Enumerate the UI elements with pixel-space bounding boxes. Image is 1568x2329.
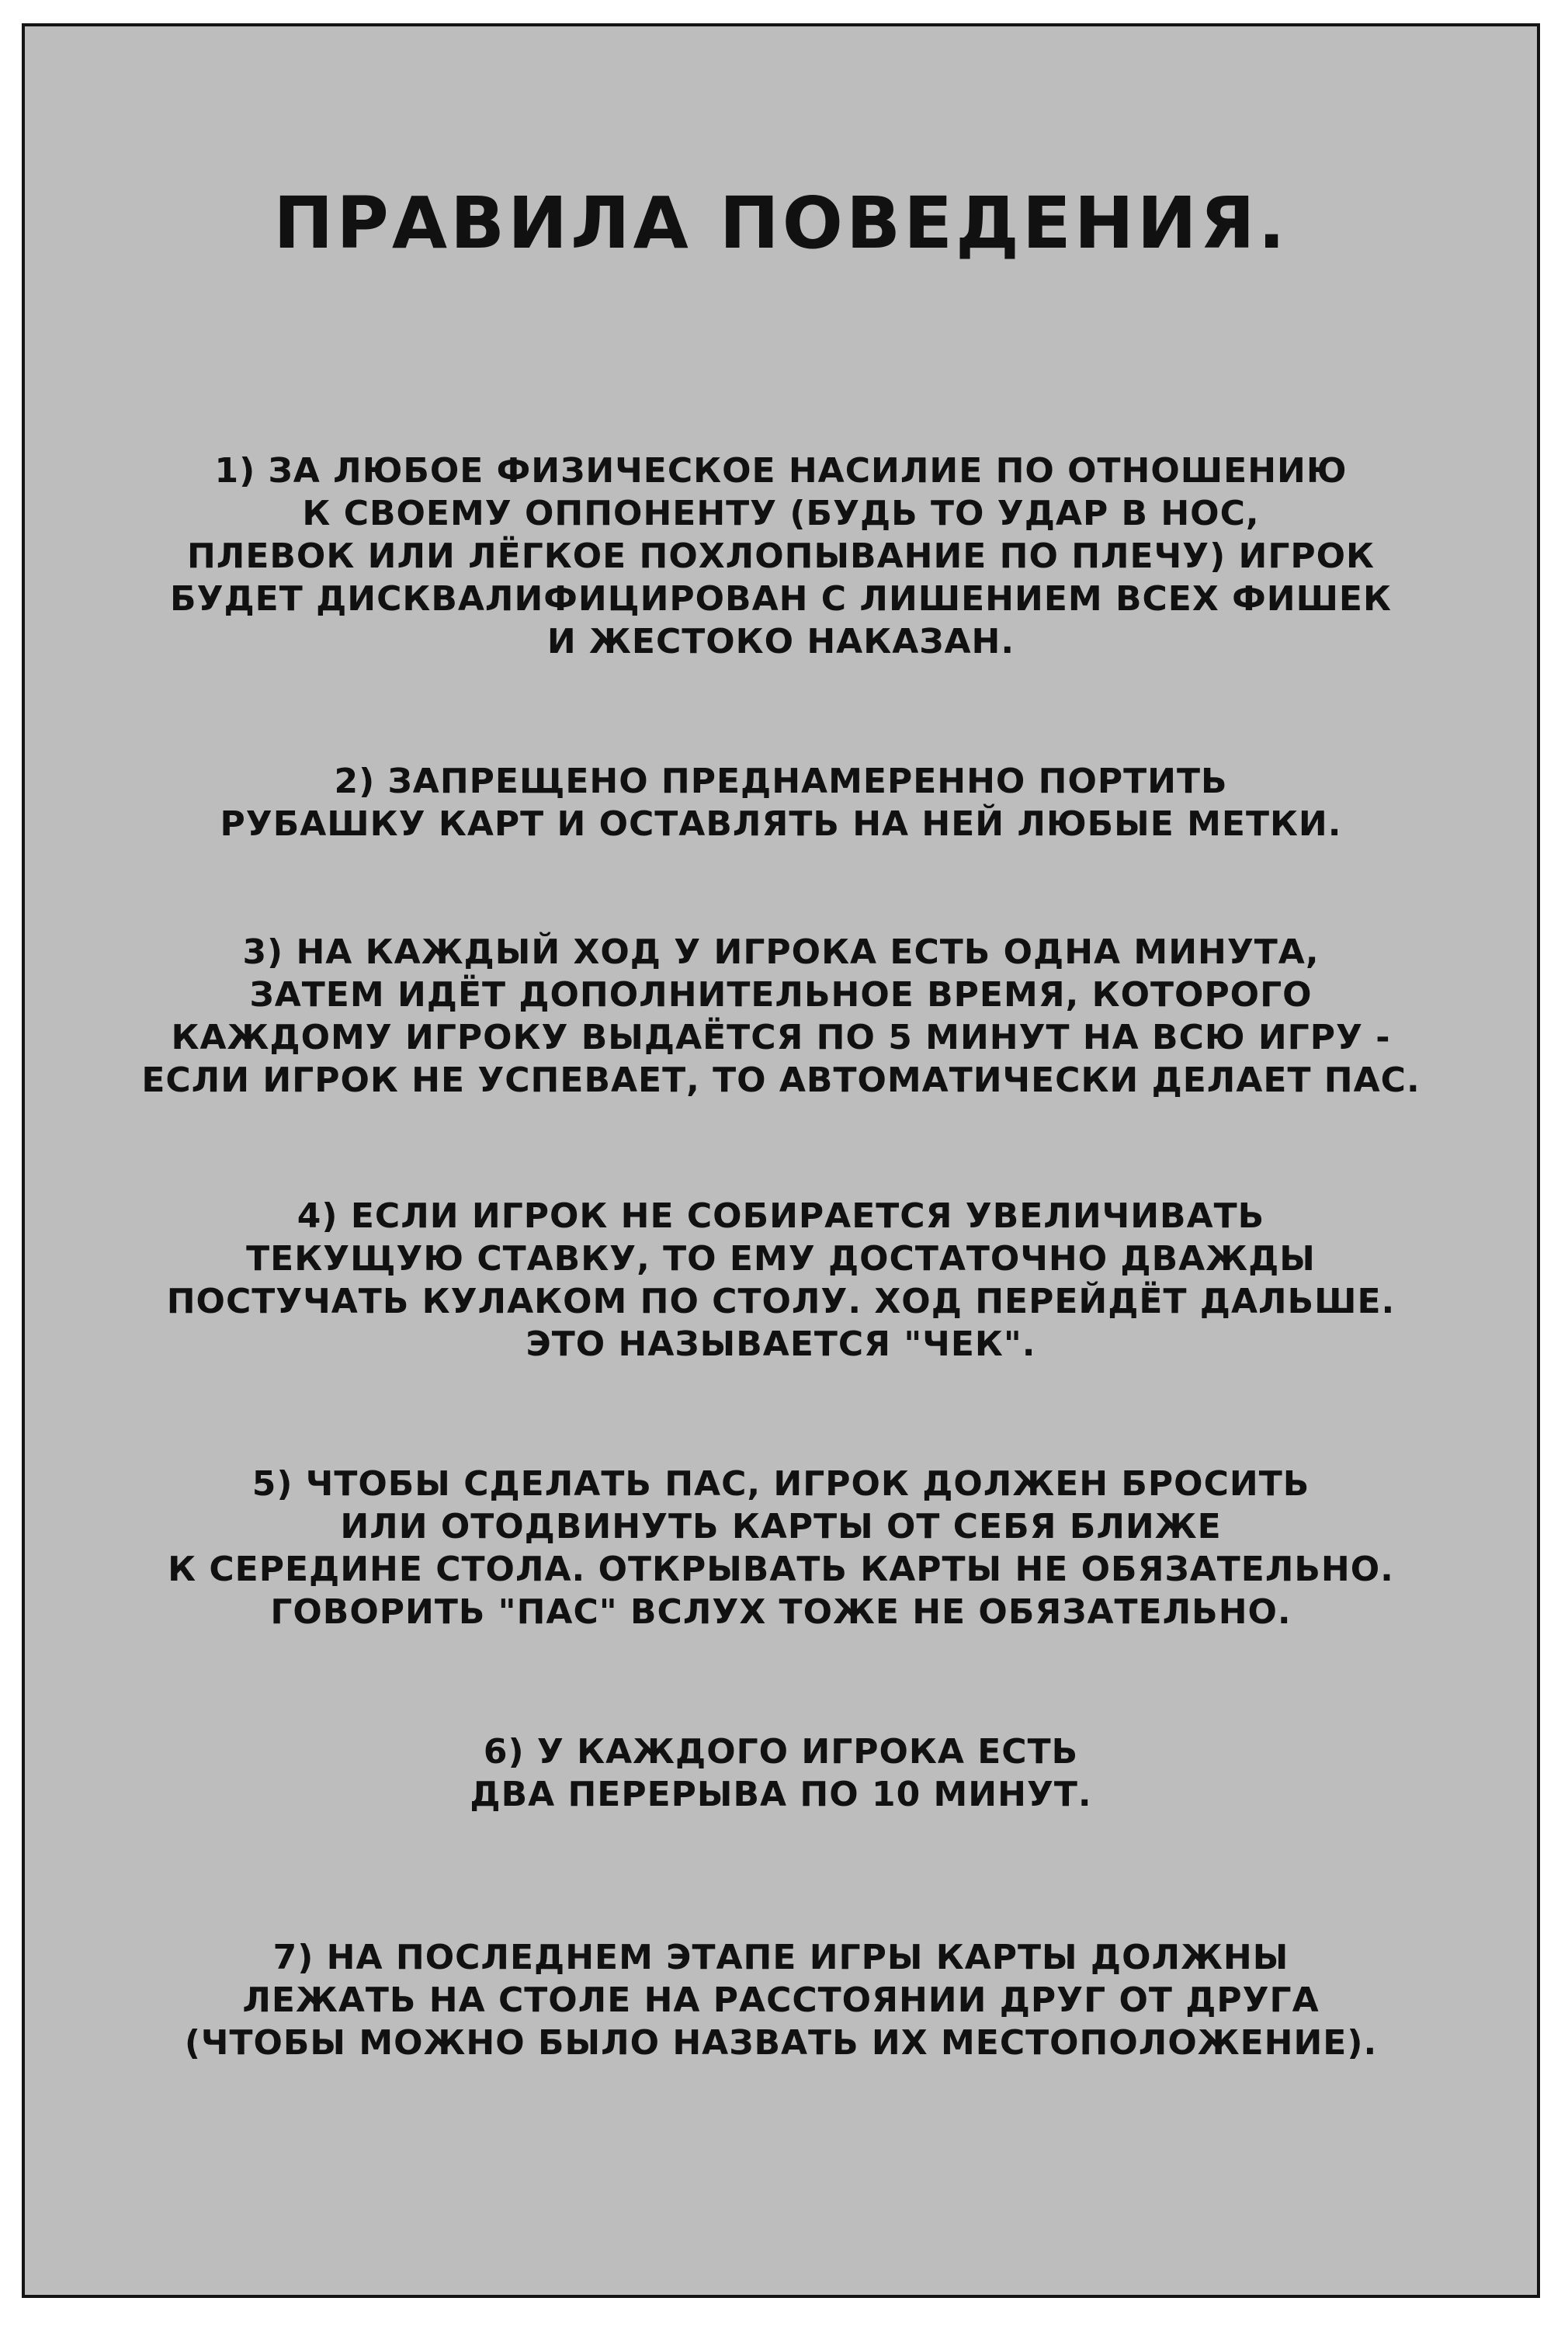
rule-line: 5) ЧТОБЫ СДЕЛАТЬ ПАС, ИГРОК ДОЛЖЕН БРОСИТЬ <box>252 1464 1310 1504</box>
rule-line: 2) ЗАПРЕЩЕНО ПРЕДНАМЕРЕННО ПОРТИТЬ <box>334 762 1228 801</box>
rule-line: К СЕРЕДИНЕ СТОЛА. ОТКРЫВАТЬ КАРТЫ НЕ ОБЯЗАТЕЛЬНО. <box>168 1550 1394 1589</box>
rule-line: (ЧТОБЫ МОЖНО БЫЛО НАЗВАТЬ ИХ МЕСТОПОЛОЖЕНИЕ). <box>184 2023 1378 2063</box>
rule-6 <box>71 1730 1490 1816</box>
rule-line: 6) У КАЖДОГО ИГРОКА ЕСТЬ <box>483 1732 1079 1772</box>
rule-5 <box>71 1463 1490 1633</box>
rule-7 <box>71 1936 1490 2064</box>
rule-line: И ЖЕСТОКО НАКАЗАН. <box>546 622 1015 661</box>
rule-line: ПЛЕВОК ИЛИ ЛЁГКОЕ ПОХЛОПЫВАНИЕ ПО ПЛЕЧУ) ИГРОК <box>186 536 1375 576</box>
rule-line: 1) ЗА ЛЮБОЕ ФИЗИЧЕСКОЕ НАСИЛИЕ ПО ОТНОШЕНИЮ <box>214 451 1348 491</box>
rule-line: 4) ЕСЛИ ИГРОК НЕ СОБИРАЕТСЯ УВЕЛИЧИВАТЬ <box>297 1196 1265 1236</box>
rule-line: ИЛИ ОТОДВИНУТЬ КАРТЫ ОТ СЕБЯ БЛИЖЕ <box>340 1507 1222 1546</box>
rule-line: ЛЕЖАТЬ НА СТОЛЕ НА РАССТОЯНИИ ДРУГ ОТ ДРУГА <box>242 1980 1320 2020</box>
rule-line: ПОСТУЧАТЬ КУЛАКОМ ПО СТОЛУ. ХОД ПЕРЕЙДЁТ ДАЛЬШЕ. <box>166 1282 1396 1321</box>
rule-line: ЭТО НАЗЫВАЕТСЯ "ЧЕК". <box>526 1324 1036 1364</box>
rule-line: КАЖДОМУ ИГРОКУ ВЫДАЁТСЯ ПО 5 МИНУТ НА ВСЮ ИГРУ - <box>171 1018 1391 1057</box>
rule-line: ЕСЛИ ИГРОК НЕ УСПЕВАЕТ, ТО АВТОМАТИЧЕСКИ ДЕЛАЕТ ПАС. <box>141 1060 1421 1100</box>
rules-panel <box>22 23 1540 2298</box>
page-title: ПРАВИЛА ПОВЕДЕНИЯ. <box>273 182 1289 265</box>
rule-line: 3) НА КАЖДЫЙ ХОД У ИГРОКА ЕСТЬ ОДНА МИНУТА, <box>242 932 1320 972</box>
rule-4 <box>71 1195 1490 1366</box>
rule-1 <box>71 449 1490 663</box>
rule-line: 7) НА ПОСЛЕДНЕМ ЭТАПЕ ИГРЫ КАРТЫ ДОЛЖНЫ <box>272 1938 1289 1977</box>
rule-line: К СВОЕМУ ОППОНЕНТУ (БУДЬ ТО УДАР В НОС, <box>302 494 1260 533</box>
rule-line: ТЕКУЩУЮ СТАВКУ, ТО ЕМУ ДОСТАТОЧНО ДВАЖДЫ <box>246 1239 1316 1279</box>
rule-line: ГОВОРИТЬ "ПАС" ВСЛУХ ТОЖЕ НЕ ОБЯЗАТЕЛЬНО. <box>270 1592 1292 1632</box>
rule-line: РУБАШКУ КАРТ И ОСТАВЛЯТЬ НА НЕЙ ЛЮБЫЕ МЕТКИ. <box>220 804 1342 844</box>
rule-2 <box>71 760 1490 845</box>
rule-line: ЗАТЕМ ИДЁТ ДОПОЛНИТЕЛЬНОЕ ВРЕМЯ, КОТОРОГО <box>249 975 1313 1015</box>
rule-3 <box>71 931 1490 1102</box>
rule-line: БУДЕТ ДИСКВАЛИФИЦИРОВАН С ЛИШЕНИЕМ ВСЕХ ФИШЕК <box>170 579 1392 619</box>
rule-line: ДВА ПЕРЕРЫВА ПО 10 МИНУТ. <box>470 1775 1092 1814</box>
